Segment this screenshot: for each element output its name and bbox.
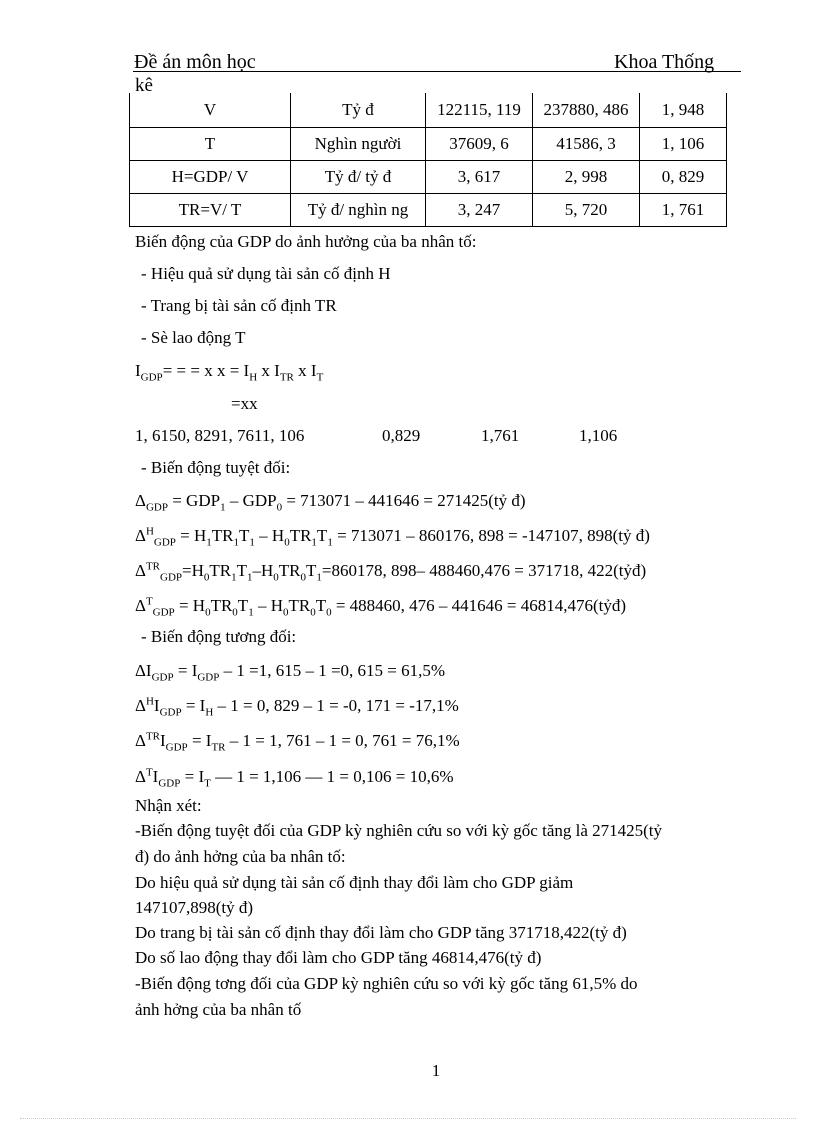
table-cell: Tỷ đ/ nghìn ng [291,194,426,227]
formula-part: Δ [135,696,146,715]
table-cell: 3, 247 [426,194,533,227]
formula-part: T [315,596,327,615]
formula-part: — 1 = 1,106 — 1 = 0,106 = 10,6% [210,767,454,786]
formula-abs-h [135,525,650,549]
formula-part: TR [211,526,234,545]
formula-abs-t [135,595,627,619]
formula-part: = I [181,696,206,715]
table-cell: 5, 720 [533,194,640,227]
formula-rel-tr [135,730,460,754]
factor-tr: - Trang bị tài sản cố định TR [141,296,337,315]
formula-part: TR [278,561,301,580]
rel-change-title: - Biến động tương đối: [141,627,297,646]
page-number: 1 [431,1061,441,1080]
table-row [130,161,727,194]
table-cell: 237880, 486 [533,93,640,128]
header-continuation: kê [135,75,153,96]
formula-sub: GDP [165,741,188,754]
page-divider [20,1118,796,1119]
remark-line: -Biến động tuyệt đối của GDP kỳ nghiên cứu so với kỳ gốc tăng là 271425(tỷ [135,821,663,840]
formula-sub: 0 [282,606,289,619]
table-cell: 37609, 6 [426,128,533,161]
formula-sub: 0 [273,571,279,584]
formula-sub: 0 [310,606,316,619]
formula-part: = = = x x = I [162,361,250,380]
formula-sub: H [249,371,258,384]
formula-part: TR [209,561,232,580]
table-cell: 2, 998 [533,161,640,194]
formula-sup: TR [145,730,160,743]
table-cell: TR=V/ T [130,194,291,227]
formula-part: = I [173,661,198,680]
formula-abs-tr [135,560,647,584]
table-cell: 0, 829 [640,161,727,194]
remark-line: Do hiệu quả sử dụng tài sản cố định thay đổi làm cho GDP giảm [135,873,574,892]
formula-part: –H [252,561,274,580]
formula-part: I [153,696,160,715]
header-rule [133,71,741,72]
remarks-heading: Nhận xét: [135,796,202,815]
table-row [130,128,727,161]
formula-abs-gdp [135,491,526,514]
remark-line: 147107,898(tỷ đ) [135,898,254,917]
formula-part: TR [210,596,233,615]
formula-part: T [239,526,250,545]
formula-sub: 1 [311,536,317,549]
header-right: Khoa Thống [614,51,715,73]
formula-sub: TR [211,741,226,754]
formula-part: = I [180,767,205,786]
formula-sub: T [316,371,324,384]
formula-part: – H [254,526,285,545]
formula-sub: TR [279,371,294,384]
formula-part: = 713071 – 441646 = 271425(tỷ đ) [282,491,526,510]
index-h: 0,829 [382,426,421,445]
formula-part: – 1 =1, 615 – 1 =0, 615 = 61,5% [219,661,446,680]
formula-sub: 0 [205,606,211,619]
formula-part: = 488460, 476 – 441646 = 46814,476(tỷđ) [331,596,627,615]
factor-h: - Hiệu quả sử dụng tài sản cố định H [141,264,391,283]
formula-part: Δ [135,491,146,510]
table-cell: V [130,93,291,128]
formula-part: I [152,767,159,786]
formula-part: – H [253,596,283,615]
formula-sub: 1 [249,536,255,549]
header-left: Đề án môn học [134,51,256,73]
remark-line: đ) do ảnh hởng của ba nhân tố: [135,847,346,866]
remark-line: -Biến động tơng đối của GDP kỳ nghiên cứu so với kỳ gốc tăng 61,5% do [135,974,638,993]
remark-line: Do số lao động thay đổi làm cho GDP tăng 46814,476(tỷ đ) [135,948,542,967]
formula-part: ΔI [135,661,152,680]
formula-sub: 1 [220,501,226,514]
formula-part: I [160,731,166,750]
formula-sup: H [145,695,154,708]
formula-sup: H [145,525,154,538]
table-cell: 122115, 119 [426,93,533,128]
formula-sub: 0 [326,606,332,619]
formula-sub: GDP [140,371,163,384]
formula-sub: GDP [158,777,181,790]
formula-sub: GDP [145,501,168,514]
table-row [130,194,727,227]
formula-rel-gdp [135,661,446,684]
intro-line: Biến động của GDP do ảnh hưởng của ba nhân tố: [135,232,477,251]
formula-sub: 1 [316,571,322,584]
formula-part: TR [288,596,311,615]
formula-part: Δ [135,561,146,580]
formula-part: Δ [135,731,146,750]
table-cell: H=GDP/ V [130,161,291,194]
index-tr: 1,761 [481,426,520,445]
abs-change-title: - Biến động tuyệt đối: [141,458,291,477]
formula-part: =860178, 898– 488460,476 = 371718, 422(tỷđ) [321,561,647,580]
formula-sup: T [145,766,153,779]
formula-sub: 1 [248,606,254,619]
table-cell: 41586, 3 [533,128,640,161]
formula-part: T [316,526,328,545]
table-cell: 1, 948 [640,93,727,128]
formula-sub: GDP [152,606,175,619]
formula-part: Δ [135,526,146,545]
formula-part: TR [289,526,312,545]
formula-sub: 0 [276,501,283,514]
formula-part: T [237,596,249,615]
formula-part: Δ [135,767,146,786]
formula-sub: H [205,706,214,719]
formula-part: = H [175,526,207,545]
formula-part: I [135,361,141,380]
remark-line: ảnh hởng của ba nhân tố [135,1000,302,1019]
factor-t: - Sè lao động T [141,328,246,347]
table-cell: T [130,128,291,161]
index-values: 1, 6150, 8291, 7611, 106 [135,426,305,445]
formula-part: =H [182,561,204,580]
table-cell: 1, 106 [640,128,727,161]
data-table [129,93,727,227]
formula-part: = I [187,731,212,750]
formula-sub: 1 [206,536,212,549]
table-cell: 1, 761 [640,194,727,227]
formula-part: T [236,561,248,580]
formula-part: Δ [135,596,146,615]
formula-sub: 0 [284,536,290,549]
formula-sub: GDP [160,571,183,584]
formula-part: = H [174,596,206,615]
formula-sub: 1 [247,571,253,584]
formula-part: – 1 = 1, 761 – 1 = 0, 761 = 76,1% [225,731,460,750]
table-cell: 3, 617 [426,161,533,194]
table-row [130,93,727,128]
formula-sub: GDP [197,671,220,684]
formula-part: = 713071 – 860176, 898 = -147107, 898(tỷ đ) [332,526,650,545]
igdp-formula [135,361,324,384]
formula-sub: T [204,777,211,790]
formula-sub: 1 [233,536,240,549]
table-cell: Tỷ đ [291,93,426,128]
formula-part: T [306,561,317,580]
formula-rel-t [135,766,454,790]
formula-sup: TR [145,560,160,573]
table-cell: Nghìn người [291,128,426,161]
formula-part: – 1 = 0, 829 – 1 = -0, 171 = -17,1% [213,696,459,715]
formula-sub: GDP [151,671,174,684]
formula-part: x I [293,361,317,380]
formula-part: = GDP [167,491,221,510]
formula-part: – GDP [225,491,277,510]
table-cell: Tỷ đ/ tỷ đ [291,161,426,194]
formula-sub: 1 [327,536,333,549]
index-t: 1,106 [579,426,618,445]
xx-line: =xx [231,394,258,413]
formula-sub: 1 [231,571,237,584]
formula-sub: 0 [300,571,307,584]
formula-sup: T [145,595,153,608]
formula-sub: 0 [203,571,210,584]
formula-rel-h [135,695,459,719]
formula-part: x I [257,361,280,380]
formula-sub: GDP [153,536,176,549]
remark-line: Do trang bị tài sản cố định thay đổi làm cho GDP tăng 371718,422(tỷ đ) [135,923,627,942]
formula-sub: GDP [159,706,182,719]
formula-sub: 0 [232,606,238,619]
